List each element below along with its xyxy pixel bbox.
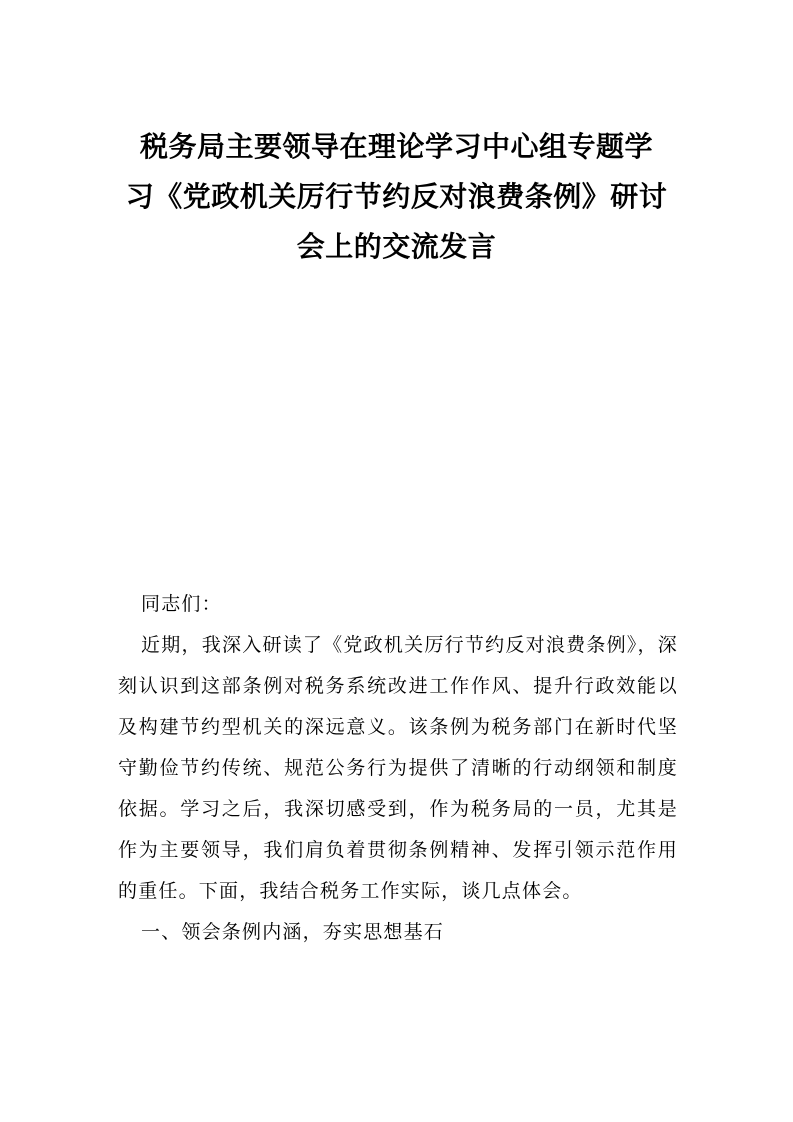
title-line-2: 习《党政机关厉行节约反对浪费条例》研讨: [125, 180, 668, 213]
title-line-3: 会上的交流发言: [296, 230, 497, 263]
salutation: 同志们：: [141, 593, 222, 615]
document-body: [118, 584, 678, 953]
paragraph-intro: 近期，我深入研读了《党政机关厉行节约反对浪费条例》，深刻认识到这部条例对税务系统改进工作作风、提升行政效能以及构建节约型机关的深远意义。该条例为税务部门在新时代坚守勤俭节约传统、规范公务行为提供了清晰的行动纲领和制度依据。学习之后，我深切感受到，作为税务局的一员，尤其是作为主要领导，我们肩负着贯彻条例精神、发挥引领示范作用的重任。下面，我结合税务工作实际，谈几点体会。: [118, 634, 678, 902]
title-line-1: 税务局主要领导在理论学习中心组专题学: [139, 130, 653, 163]
document-title: [110, 122, 683, 272]
section-heading: 一、领会条例内涵，夯实思想基石: [141, 921, 445, 943]
